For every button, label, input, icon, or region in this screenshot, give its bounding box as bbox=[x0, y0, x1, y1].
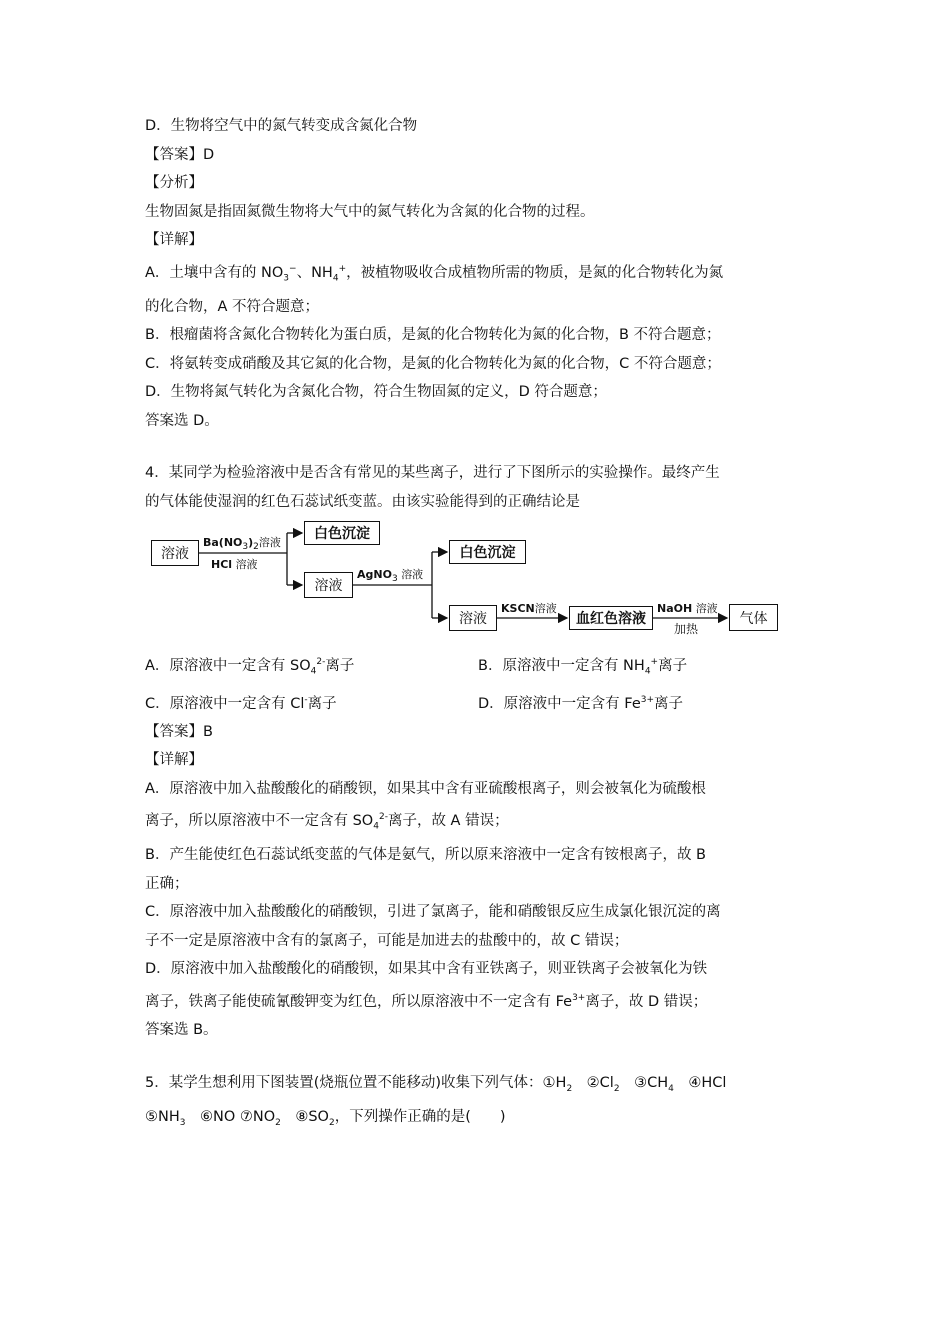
q4-answer: 【答案】B bbox=[145, 723, 213, 740]
label-reagent-1-bottom: HCl 溶液 bbox=[211, 558, 258, 572]
q3-analysis: 生物固氮是指固氮微生物将大气中的氮气转化为含氮的化合物的过程。 bbox=[145, 203, 595, 220]
q3-conclusion: 答案选 D。 bbox=[145, 412, 219, 429]
text-span: 、NH bbox=[296, 264, 333, 281]
q4-detail-c-line2: 子不一定是原溶液中含有的氯离子，可能是加进去的盐酸中的，故 C 错误； bbox=[145, 932, 629, 949]
box-solution-3: 溶液 bbox=[449, 605, 497, 631]
q4-option-c: C．原溶液中一定含有 Cl-离子 bbox=[145, 694, 337, 712]
label-reagent-4-bottom: 加热 bbox=[674, 622, 699, 637]
q4-flow-diagram bbox=[147, 518, 797, 648]
q3-detail-title: 【详解】 bbox=[145, 232, 203, 248]
q3-detail-a-line1 bbox=[145, 255, 815, 293]
superscript: − bbox=[289, 263, 297, 274]
subscript: 3 bbox=[283, 273, 290, 284]
box-gas: 气体 bbox=[729, 604, 778, 631]
q3-detail-d: D．生物将氮气转化为含氮化合物，符合生物固氮的定义，D 符合题意； bbox=[145, 384, 607, 401]
q4-detail-title: 【详解】 bbox=[145, 752, 203, 769]
label-reagent-4-top: NaOH 溶液 bbox=[657, 602, 718, 616]
q4-options-row-1 bbox=[145, 648, 815, 686]
q3-answer: 【答案】D bbox=[145, 146, 215, 163]
q4-detail-b-line1: B．产生能使红色石蕊试纸变蓝的气体是氨气，所以原来溶液中一定含有铵根离子，故 B bbox=[145, 847, 707, 864]
q5-stem-line1: 5．某学生想利用下图装置(烧瓶位置不能移动)收集下列气体：$①H_2$ $②Cl_2$ $③CH_4$ ④HCl bbox=[145, 1074, 727, 1094]
q4-options-row-2 bbox=[145, 686, 815, 718]
text-span: 离子，所以原溶液中不一定含有 SO bbox=[145, 813, 374, 830]
q4-detail-a-line1: A．原溶液中加入盐酸酸化的硝酸钡，如果其中含有亚硫酸根离子，则会被氧化为硫酸根 bbox=[145, 780, 706, 797]
label-reagent-2: AgNO$_3$ 溶液 bbox=[357, 568, 424, 585]
q4-conclusion: 答案选 B。 bbox=[145, 1022, 218, 1039]
text-span: ，被植物吸收合成植物所需的物质，是氮的化合物转化为氮 bbox=[346, 264, 724, 281]
q3-detail-b: B．根瘤菌将含氮化合物转化为蛋白质，是氮的化合物转化为氮的化合物，B 不符合题意； bbox=[145, 327, 721, 344]
text-span: A．土壤中含有的 NO bbox=[145, 264, 284, 281]
box-solution-1: 溶液 bbox=[151, 540, 199, 566]
q4-option-b: B．原溶液中一定含有 $NH_4^+$离子 bbox=[478, 657, 688, 677]
q4-detail-d-line1: D．原溶液中加入盐酸酸化的硝酸钡，如果其中含有亚铁离子，则亚铁离子会被氧化为铁 bbox=[145, 961, 708, 978]
q4-detail-d-line2 bbox=[145, 984, 815, 1016]
label-reagent-3: KSCN溶液 bbox=[501, 602, 557, 616]
superscript: 2- bbox=[378, 812, 388, 823]
q4-detail-c-line1: C．原溶液中加入盐酸酸化的硝酸钡，引进了氯离子，能和硝酸银反应生成氯化银沉淀的离 bbox=[145, 904, 721, 921]
superscript: + bbox=[338, 263, 347, 274]
q4-detail-a-line2 bbox=[145, 803, 815, 841]
q3-analysis-title: 【分析】 bbox=[145, 175, 203, 191]
q3-detail-c: C．将氨转变成硝酸及其它氮的化合物，是氮的化合物转化为氮的化合物，C 不符合题意； bbox=[145, 355, 721, 372]
subscript: 4 bbox=[373, 821, 379, 832]
label-reagent-1-top: $Ba(NO_3)_2$溶液 bbox=[203, 536, 281, 553]
q4-stem-line2: 的气体能使湿润的红色石蕊试纸变蓝。由该实验能得到的正确结论是 bbox=[145, 493, 580, 510]
q4-option-d: D．原溶液中一定含有 $Fe^{3+}$离子 bbox=[478, 694, 684, 712]
q3-detail-a-line2: 的化合物，A 不符合题意； bbox=[145, 298, 320, 315]
q3-option-d: D．生物将空气中的氮气转变成含氮化合物 bbox=[145, 118, 418, 134]
box-solution-2: 溶液 bbox=[304, 572, 353, 598]
q5-stem-line2: $⑤NH_3$ ⑥NO $⑦NO_2$ $⑧SO_2$，下列操作正确的是( ) bbox=[145, 1109, 506, 1129]
box-white-ppt-1: 白色沉淀 bbox=[304, 521, 380, 545]
box-blood-red-solution: 血红色溶液 bbox=[569, 606, 653, 630]
box-white-ppt-2: 白色沉淀 bbox=[449, 540, 526, 564]
q4-option-a: A．原溶液中一定含有 $SO_4^{2-}$离子 bbox=[145, 657, 355, 677]
q4-stem-line1: 4．某同学为检验溶液中是否含有常见的某些离子，进行了下图所示的实验操作。最终产生 bbox=[145, 465, 720, 482]
text-span: 离子，故 A 错误； bbox=[387, 813, 509, 830]
q4-detail-b-line2: 正确； bbox=[145, 875, 189, 892]
document-page bbox=[145, 112, 815, 1138]
text-span: 离子，铁离子能使硫氰酸钾变为红色，所以原溶液中不一定含有 Fe bbox=[145, 993, 573, 1010]
superscript: 3+ bbox=[572, 992, 586, 1003]
text-span: 离子，故 D 错误； bbox=[585, 993, 708, 1010]
subscript: 4 bbox=[332, 273, 339, 284]
